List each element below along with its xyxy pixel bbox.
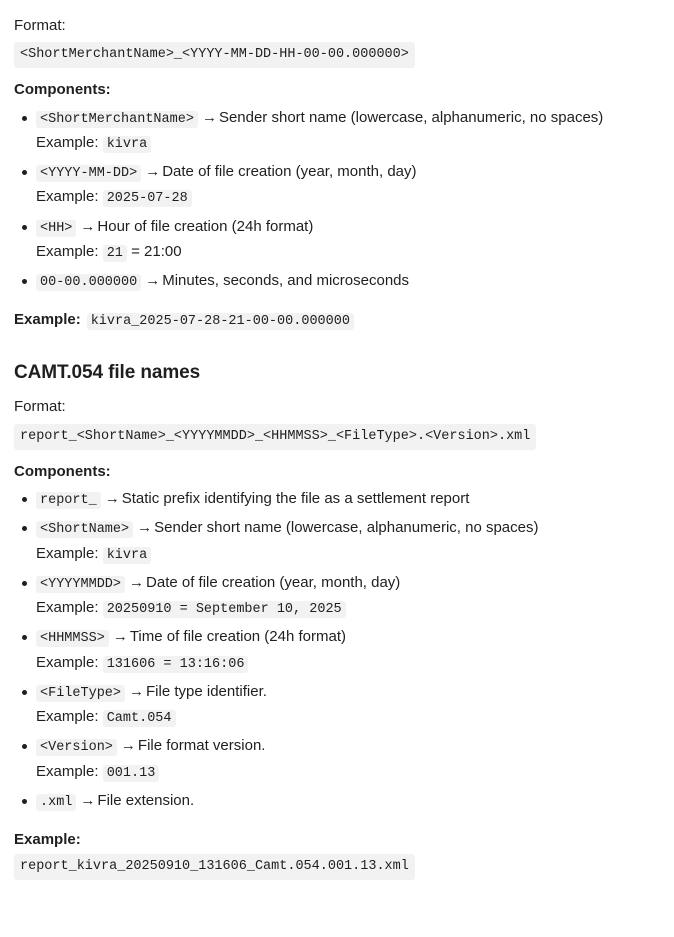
section-shortmerchantname <box>14 16 660 333</box>
component-example <box>36 543 660 566</box>
arrow-glyph: → <box>145 272 161 290</box>
components-list <box>14 107 660 294</box>
component-token: <ShortName> <box>36 521 133 538</box>
component-example <box>36 652 660 675</box>
list-item <box>36 270 660 293</box>
example-label: Example: <box>36 708 99 726</box>
example-label: Example: <box>36 599 99 617</box>
component-token: .xml <box>36 794 76 811</box>
component-token: <ShortMerchantName> <box>36 111 198 128</box>
example-label: Example: <box>36 653 99 671</box>
example-code: 2025-07-28 <box>103 190 192 207</box>
arrow-glyph: → <box>120 737 136 755</box>
arrow-glyph: → <box>201 108 217 126</box>
example-code: 20250910 = September 10, 2025 <box>103 601 346 618</box>
component-example <box>36 706 660 729</box>
component-description: Time of file creation (24h format) <box>129 628 347 646</box>
component-example <box>36 597 660 620</box>
example-label: Example: <box>36 762 99 780</box>
component-description: File type identifier. <box>146 682 267 700</box>
list-item <box>36 161 660 210</box>
list-item <box>36 517 660 566</box>
arrow-glyph: → <box>80 217 96 235</box>
example-suffix: = 21:00 <box>131 242 182 260</box>
component-token: <HHMMSS> <box>36 630 109 647</box>
component-token: <YYYY-MM-DD> <box>36 165 141 182</box>
list-item <box>36 488 660 511</box>
arrow-glyph: → <box>104 490 120 508</box>
example-label: Example: <box>36 242 99 260</box>
list-item <box>36 790 660 813</box>
arrow-glyph: → <box>129 682 145 700</box>
arrow-glyph: → <box>137 519 153 537</box>
component-description: File format version. <box>137 737 266 755</box>
component-token: <HH> <box>36 220 76 237</box>
component-example <box>36 132 660 155</box>
example-code: 21 <box>103 245 127 262</box>
component-token: 00-00.000000 <box>36 274 141 291</box>
example-code: kivra <box>103 136 152 153</box>
components-label: Components: <box>14 462 111 480</box>
arrow-glyph: → <box>80 791 96 809</box>
example-value: report_kivra_20250910_131606_Camt.054.001.13.xml <box>14 854 415 880</box>
format-value: report_<ShortName>_<YYYYMMDD>_<HHMMSS>_<FileType>.<Version>.xml <box>14 424 536 450</box>
arrow-glyph: → <box>129 573 145 591</box>
format-value: <ShortMerchantName>_<YYYY-MM-DD-HH-00-00.000000> <box>14 42 415 68</box>
component-description: Date of file creation (year, month, day) <box>146 573 401 591</box>
component-description: Sender short name (lowercase, alphanumeric, no spaces) <box>154 519 539 537</box>
component-description: Sender short name (lowercase, alphanumeric, no spaces) <box>218 108 604 126</box>
list-item <box>36 107 660 156</box>
component-token: <YYYYMMDD> <box>36 576 125 593</box>
component-token: <FileType> <box>36 685 125 702</box>
component-description: Static prefix identifying the file as a settlement report <box>121 490 470 508</box>
example-code: kivra <box>103 547 152 564</box>
list-item <box>36 572 660 621</box>
example-label: Example: <box>14 831 81 849</box>
list-item <box>36 626 660 675</box>
example-value: kivra_2025-07-28-21-00-00.000000 <box>87 313 354 330</box>
example-code: 001.13 <box>103 765 160 782</box>
components-label: Components: <box>14 81 111 99</box>
example-label: Example: <box>36 133 99 151</box>
page-title: CAMT.054 file names <box>14 361 201 383</box>
list-item <box>36 681 660 730</box>
component-description: Hour of file creation (24h format) <box>97 217 314 235</box>
component-description: Minutes, seconds, and microseconds <box>162 272 410 290</box>
component-example <box>36 241 660 264</box>
section-camt054 <box>14 361 660 885</box>
component-example <box>36 186 660 209</box>
example-label: Example: <box>36 188 99 206</box>
component-example <box>36 761 660 784</box>
format-label: Format: <box>14 398 66 416</box>
component-token: <Version> <box>36 739 117 756</box>
arrow-glyph: → <box>112 628 128 646</box>
component-description: File extension. <box>97 791 195 809</box>
component-description: Date of file creation (year, month, day) <box>162 163 417 181</box>
example-label: Example: <box>14 311 81 329</box>
list-item <box>36 735 660 784</box>
arrow-glyph: → <box>145 163 161 181</box>
format-label: Format: <box>14 17 66 34</box>
section-example <box>14 309 660 332</box>
example-code: Camt.054 <box>103 710 176 727</box>
component-token: report_ <box>36 492 101 509</box>
example-code: 131606 = 13:16:06 <box>103 656 249 673</box>
components-list <box>14 488 660 813</box>
example-label: Example: <box>36 544 99 562</box>
list-item <box>36 216 660 265</box>
